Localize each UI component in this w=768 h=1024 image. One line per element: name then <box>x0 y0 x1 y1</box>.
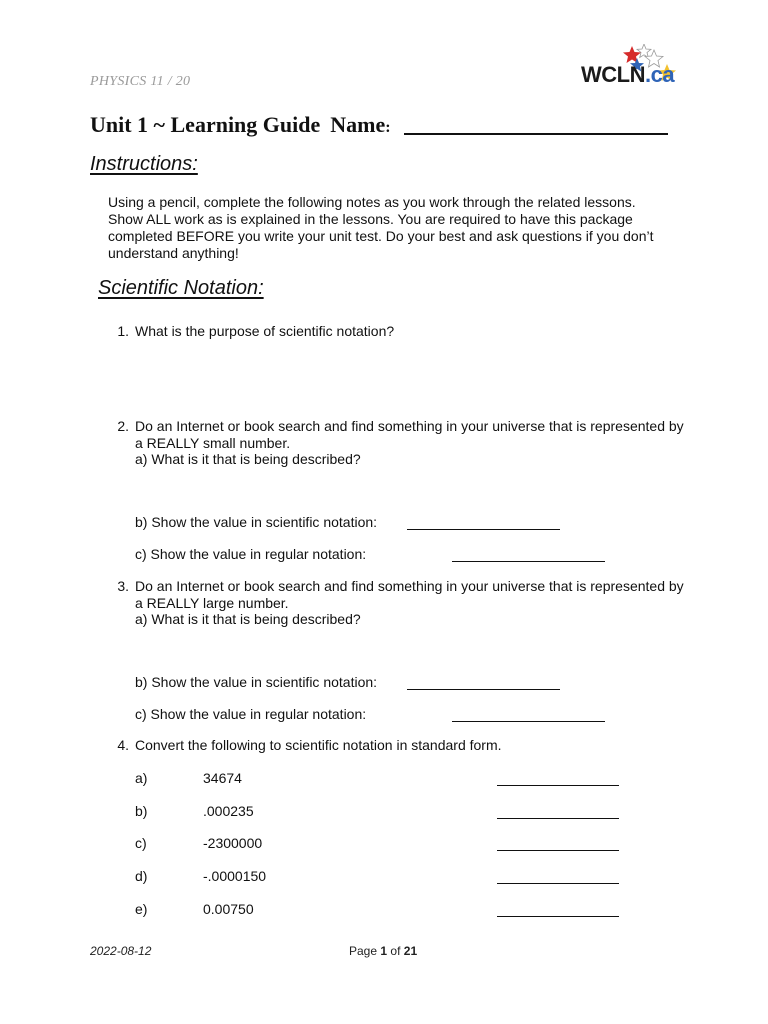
footer-date: 2022-08-12 <box>90 944 152 958</box>
q3-part-c-label: c) Show the value in regular notation: <box>135 706 367 722</box>
page-total: 21 <box>403 944 418 958</box>
q2-part-b-answer-blank[interactable] <box>407 529 560 530</box>
logo-text-ext: .ca <box>644 62 675 87</box>
conversion-item-value: 0.00750 <box>203 901 254 917</box>
instructions-line: completed BEFORE you write your unit test. Do your best and ask questions if you don’t <box>108 228 654 244</box>
conversion-item-label: e) <box>135 901 148 917</box>
page-number <box>349 944 417 958</box>
conversion-answer-blank[interactable] <box>497 883 619 884</box>
question-text: What is the purpose of scientific notation? <box>135 323 395 339</box>
question-number: 3. <box>117 578 129 594</box>
q2-part-b-label: b) Show the value in scientific notation: <box>135 514 378 530</box>
instructions-heading: Instructions: <box>90 153 198 175</box>
conversion-item-value: -2300000 <box>203 835 263 851</box>
instructions-line: Show ALL work as is explained in the lessons. You are required to have this package <box>108 211 633 227</box>
conversion-item-value: 34674 <box>203 770 242 786</box>
page-title <box>90 112 391 138</box>
conversion-answer-blank[interactable] <box>497 818 619 819</box>
conversion-item-value: -.0000150 <box>203 868 267 884</box>
scientific-notation-heading: Scientific Notation: <box>98 277 264 299</box>
question-number: 1. <box>117 323 129 339</box>
name-colon: : <box>385 119 391 136</box>
q3-part-b-label: b) Show the value in scientific notation: <box>135 674 378 690</box>
name-field[interactable] <box>404 133 668 135</box>
conversion-answer-blank[interactable] <box>497 850 619 851</box>
q2-part-c-answer-blank[interactable] <box>452 561 605 562</box>
question-line: Do an Internet or book search and find something in your universe that is represented by <box>135 418 684 434</box>
question-line: a) What is it that is being described? <box>135 611 361 627</box>
instructions-line: Using a pencil, complete the following notes as you work through the related lessons. <box>108 194 636 210</box>
question-line: a) What is it that is being described? <box>135 451 361 467</box>
logo-text-main: WCLN <box>581 62 645 87</box>
instructions-line: understand anything! <box>108 245 239 261</box>
conversion-item-label: d) <box>135 868 148 884</box>
page-current: 1 <box>380 944 388 958</box>
title-text: Unit 1 ~ Learning Guide <box>90 112 321 137</box>
name-label: Name <box>330 112 386 137</box>
q3-part-b-answer-blank[interactable] <box>407 689 560 690</box>
conversion-item-label: c) <box>135 835 147 851</box>
question-line: Do an Internet or book search and find something in your universe that is represented by <box>135 578 684 594</box>
question-text: Convert the following to scientific notation in standard form. <box>135 737 502 753</box>
page-word: Page <box>349 944 378 958</box>
conversion-item-label: b) <box>135 803 148 819</box>
conversion-item-label: a) <box>135 770 148 786</box>
q2-part-c-label: c) Show the value in regular notation: <box>135 546 367 562</box>
conversion-answer-blank[interactable] <box>497 916 619 917</box>
wcln-logo <box>580 44 680 90</box>
page-of: of <box>390 944 401 958</box>
question-number: 4. <box>117 737 129 753</box>
conversion-answer-blank[interactable] <box>497 785 619 786</box>
q3-part-c-answer-blank[interactable] <box>452 721 605 722</box>
question-line: a REALLY small number. <box>135 434 291 451</box>
instructions-paragraph <box>108 194 688 262</box>
question-text <box>135 418 684 468</box>
course-label: PHYSICS 11 / 20 <box>90 74 191 89</box>
conversion-item-value: .000235 <box>203 803 254 819</box>
logo-wordmark <box>581 62 674 88</box>
question-line: a REALLY large number. <box>135 594 289 611</box>
question-number: 2. <box>117 418 129 434</box>
question-text <box>135 578 684 628</box>
